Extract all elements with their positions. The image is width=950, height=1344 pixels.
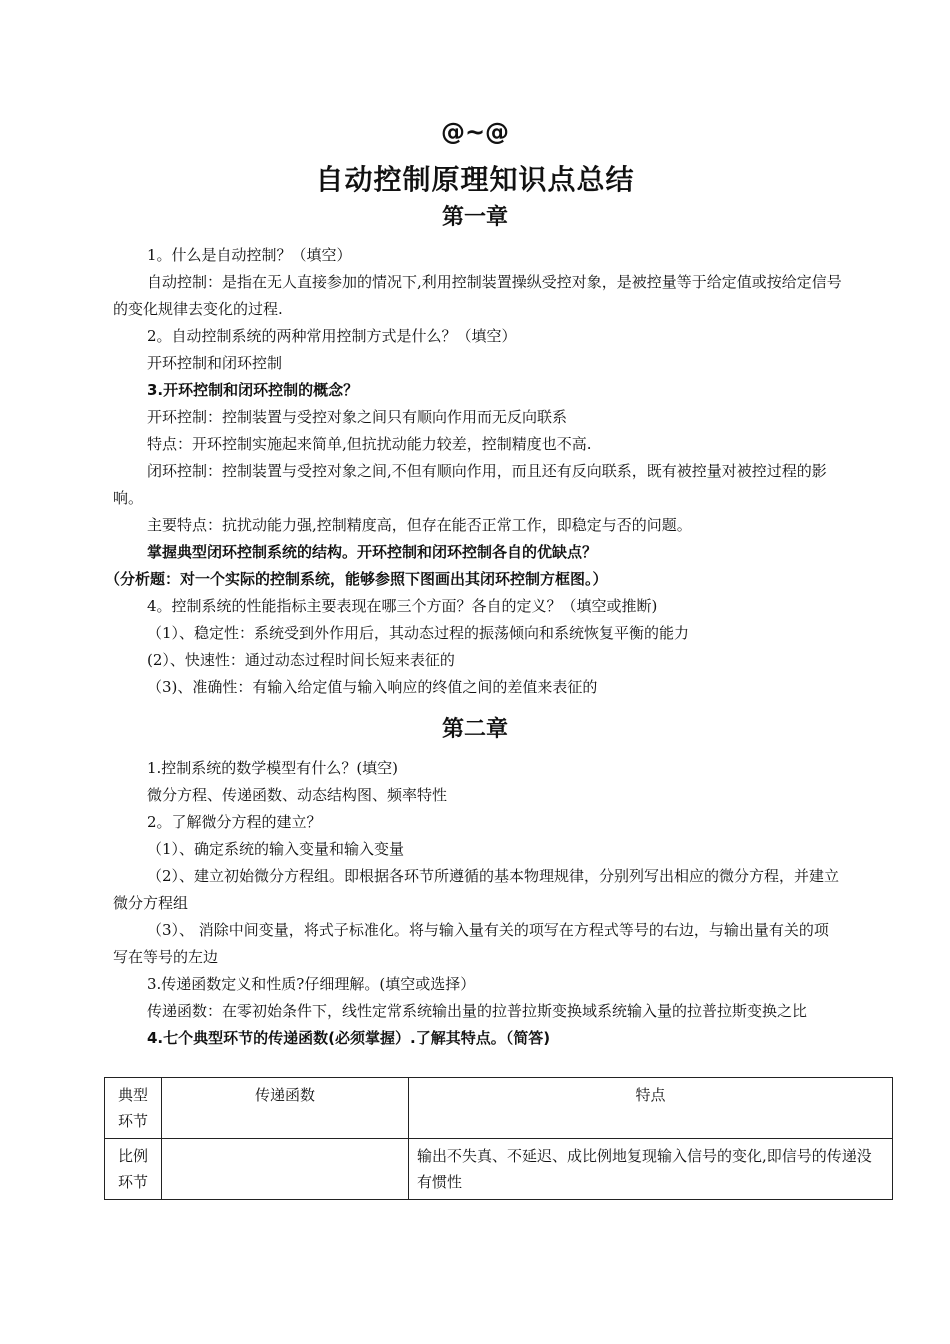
accuracy: （3)、准确性：有输入给定值与输入响应的终值之间的差值来表征的 <box>147 678 598 696</box>
ch2-answer-1: 微分方程、传递函数、动态结构图、频率特性 <box>147 786 448 804</box>
open-loop-definition: 开环控制：控制装置与受控对象之间只有顺向作用而无反向联系 <box>147 408 568 426</box>
ch2-question-4: 4.七个典型环节的传递函数(必须掌握）.了解其特点。（简答) <box>147 1029 551 1047</box>
transfer-function-definition: 传递函数：在零初始条件下，线性定常系统输出量的拉普拉斯变换域系统输入量的拉普拉斯变换之比 <box>147 1002 808 1020</box>
chapter-2-body <box>113 755 843 1052</box>
table-cell: 比例环节 <box>105 1139 162 1200</box>
ch2-step-2: （2）、建立初始微分方程组。即根据各环节所遵循的基本物理规律，分别列写出相应的微分方程，并建立微分方程组 <box>113 867 840 912</box>
closed-loop-definition: 闭环控制：控制装置与受控对象之间,不但有顺向作用，而且还有反向联系，既有被控量对被控过程的影响。 <box>113 462 827 507</box>
key-point-structure: 掌握典型闭环控制系统的结构。开环控制和闭环控制各自的优缺点？ <box>147 543 598 561</box>
rapidity: (2）、快速性：通过动态过程时间长短来表征的 <box>147 651 455 669</box>
stability: （1）、稳定性：系统受到外作用后，其动态过程的振荡倾向和系统恢复平衡的能力 <box>147 624 690 642</box>
question-4: 4。控制系统的性能指标主要表现在哪三个方面？各自的定义？（填空或推断) <box>147 597 658 615</box>
document-title: 自动控制原理知识点总结 <box>315 163 635 196</box>
chapter-1-heading: 第一章 <box>441 205 508 230</box>
table-cell: 输出不失真、不延迟、成比例地复现输入信号的变化,即信号的传递没有惯性 <box>409 1139 893 1200</box>
answer-1: 自动控制：是指在无人直接参加的情况下,利用控制装置操纵受控对象，是被控量等于给定值或按给定信号的变化规律去变化的过程. <box>113 273 842 318</box>
ch2-question-3: 3.传递函数定义和性质?仔细理解。(填空或选择） <box>147 975 476 993</box>
chapter-2-heading: 第二章 <box>441 717 508 742</box>
table-header-cell: 典型环节 <box>105 1078 162 1139</box>
table-cell <box>162 1139 409 1200</box>
header-symbol: @~@ <box>440 118 510 146</box>
ch2-step-1: （1）、确定系统的输入变量和输入变量 <box>147 840 405 858</box>
table-header-cell: 传递函数 <box>162 1078 409 1139</box>
open-loop-feature: 特点：开环控制实施起来简单,但抗扰动能力较差，控制精度也不高. <box>147 435 592 453</box>
table-row <box>105 1139 893 1200</box>
question-3: 3.开环控制和闭环控制的概念？ <box>147 381 359 399</box>
table-header-cell: 特点 <box>409 1078 893 1139</box>
answer-2: 开环控制和闭环控制 <box>147 354 283 372</box>
question-2: 2。自动控制系统的两种常用控制方式是什么？（填空） <box>147 327 517 345</box>
table-header-row <box>105 1078 893 1139</box>
question-1: 1。什么是自动控制？（填空） <box>147 246 352 264</box>
ch2-step-3: （3）、 消除中间变量，将式子标准化。将与输入量有关的项写在方程式等号的右边，与输出量有关的项写在等号的左边 <box>113 921 829 966</box>
closed-loop-feature: 主要特点：抗扰动能力强,控制精度高，但存在能否正常工作，即稳定与否的问题。 <box>147 516 692 534</box>
chapter-1-body <box>105 242 843 701</box>
typical-elements-table <box>104 1077 893 1200</box>
ch2-question-2: 2。了解微分方程的建立？ <box>147 813 322 831</box>
ch2-question-1: 1.控制系统的数学模型有什么？(填空) <box>147 759 399 777</box>
analysis-question: （分析题：对一个实际的控制系统，能够参照下图画出其闭环控制方框图。） <box>105 570 608 588</box>
